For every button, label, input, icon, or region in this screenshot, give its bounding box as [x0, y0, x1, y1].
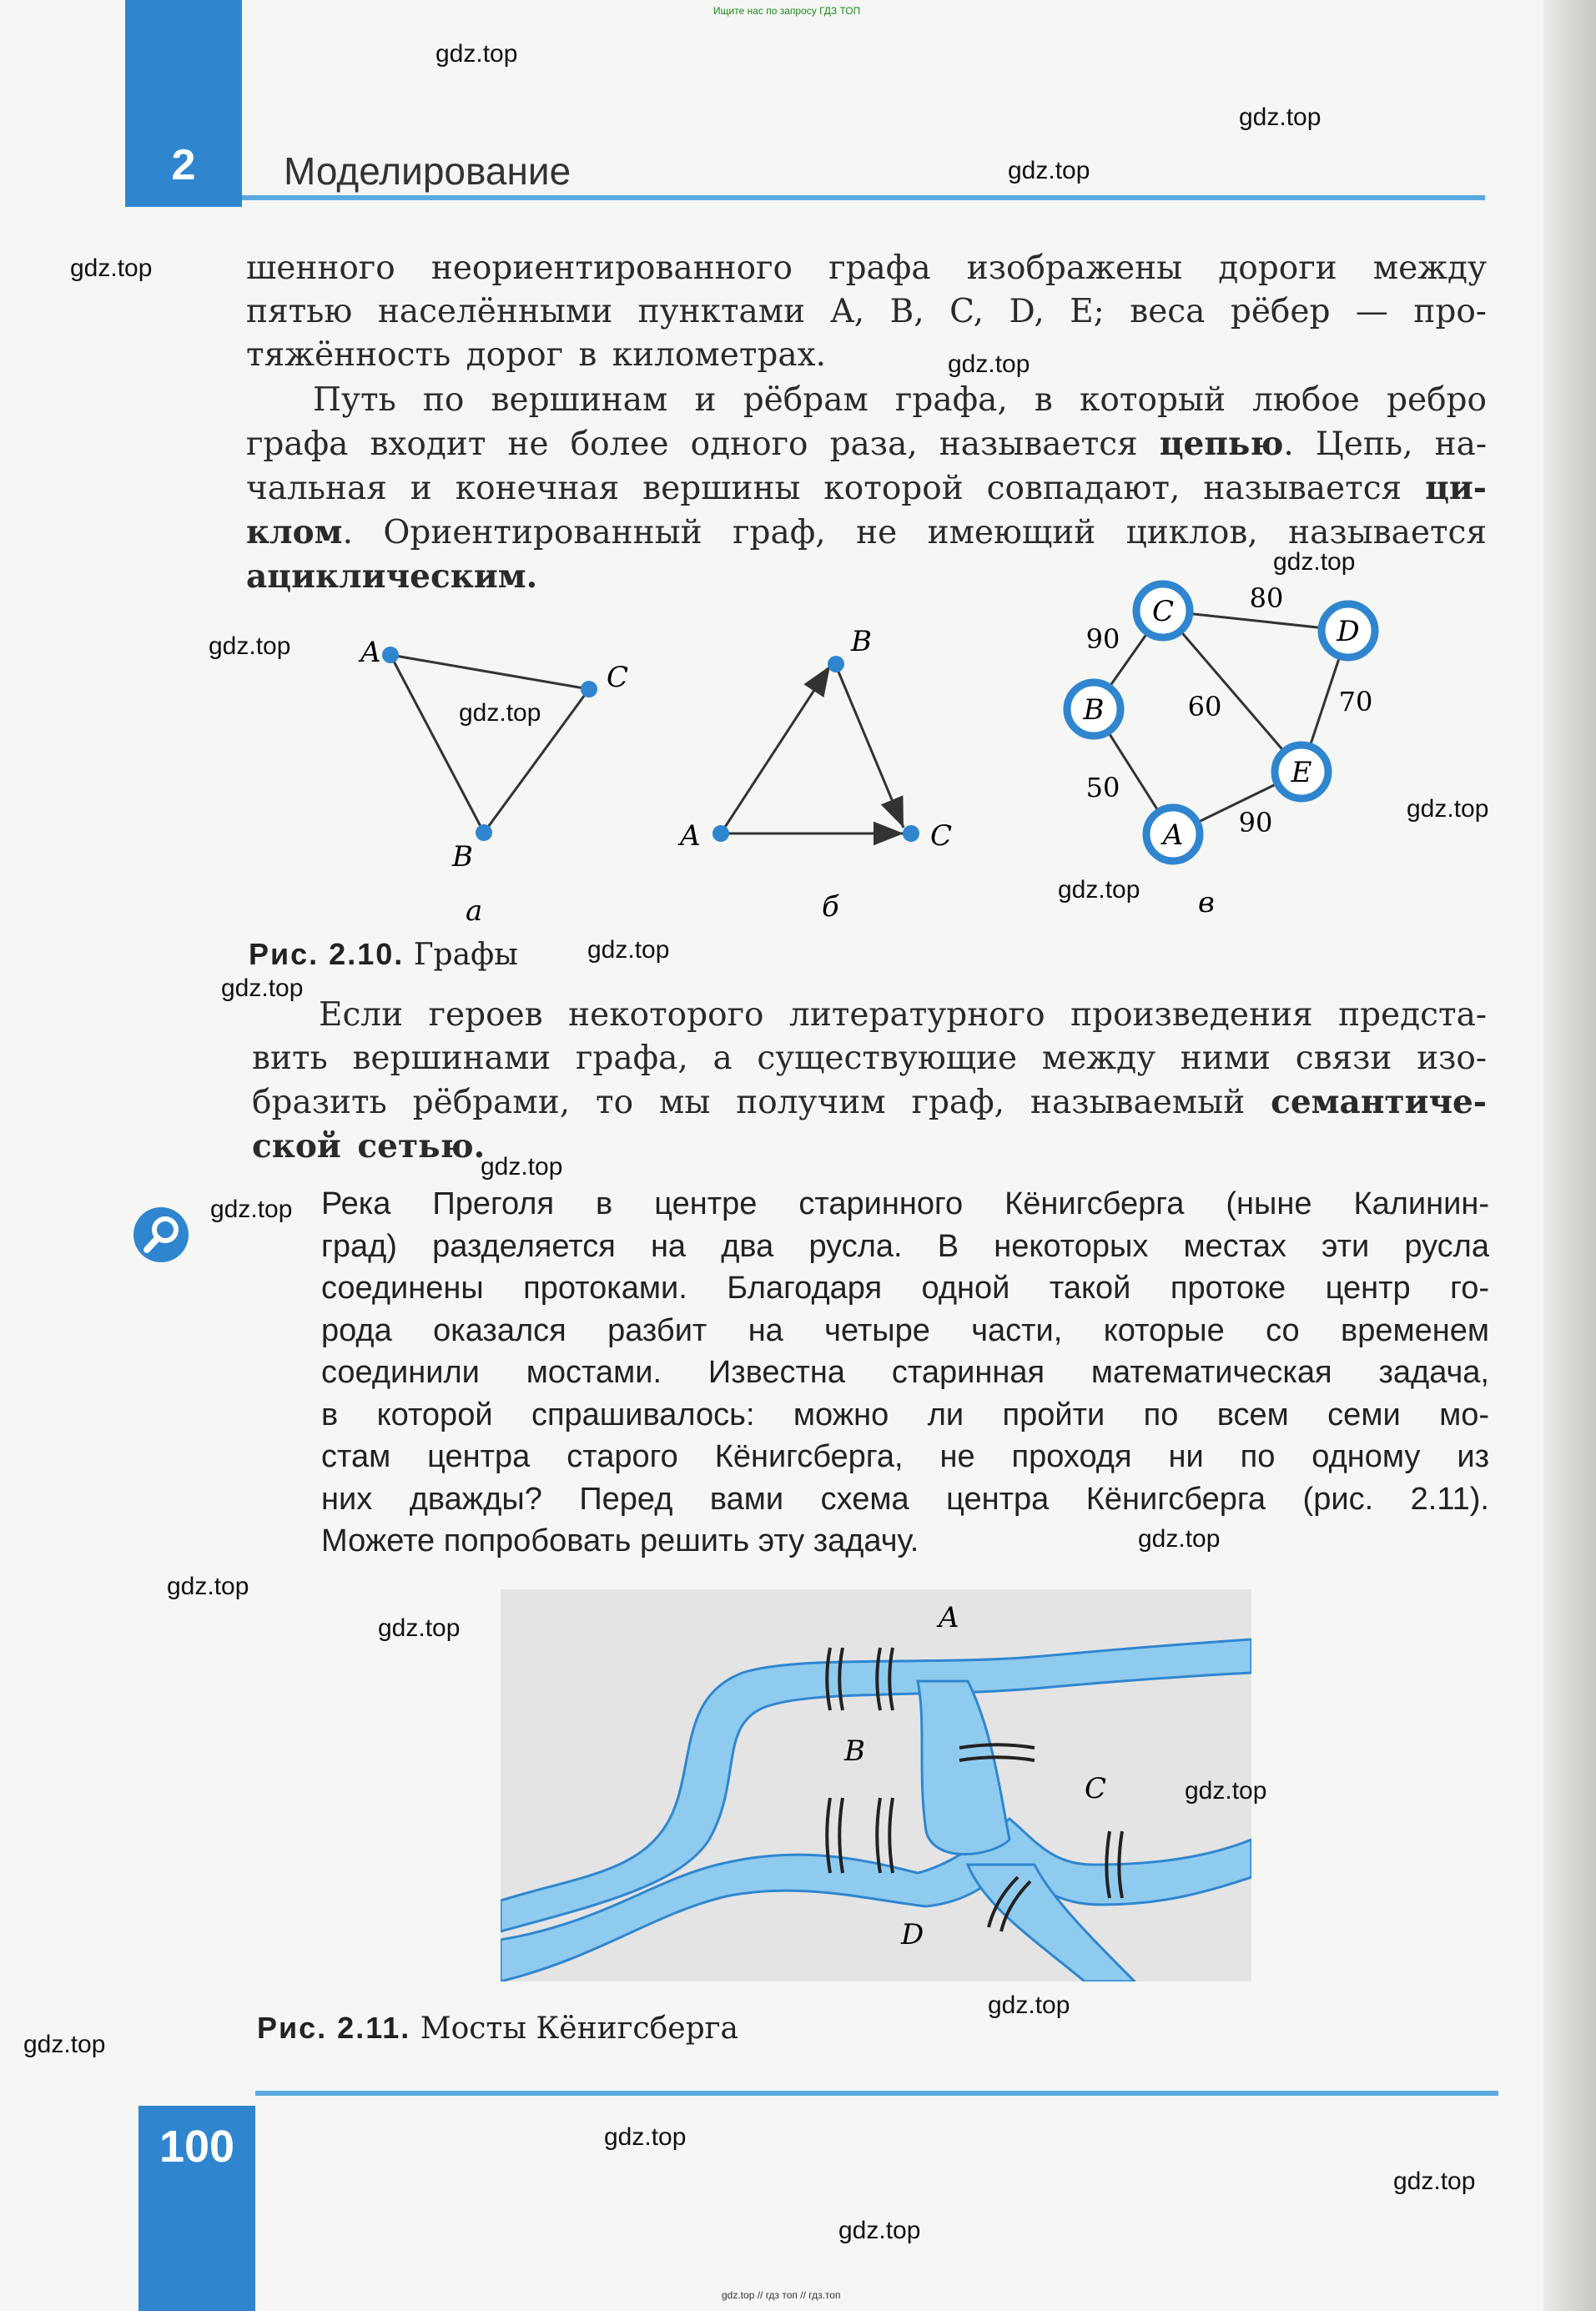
- chapter-number: 2: [171, 141, 196, 189]
- figure-caption-2-10: [249, 937, 518, 972]
- watermark: gdz.top: [221, 974, 304, 1002]
- watermark: gdz.top: [988, 1991, 1070, 2019]
- edge-weight: 50: [1085, 772, 1120, 803]
- node-label: D: [1337, 615, 1360, 648]
- watermark: gdz.top: [1185, 1777, 1267, 1805]
- watermark: gdz.top: [436, 40, 518, 68]
- chapter-title: Моделирование: [284, 149, 571, 193]
- watermark: gdz.top: [587, 936, 670, 964]
- text-line: тяжённость дорог в километрах.: [246, 336, 826, 374]
- node-c: [1136, 584, 1190, 637]
- paragraph-konigsberg: [321, 1183, 1489, 1563]
- watermark: gdz.top: [1407, 795, 1489, 823]
- edge-weight: 90: [1238, 807, 1273, 838]
- subfigure-label-b: б: [822, 890, 839, 924]
- watermark: gdz.top: [1239, 103, 1322, 131]
- region-label: C: [1085, 1772, 1107, 1805]
- node-d: [1322, 604, 1375, 657]
- region-label: A: [939, 1601, 959, 1634]
- magnifier-icon: [133, 1207, 189, 1262]
- paragraph-semantic-network: [252, 994, 1487, 1169]
- node-c: [581, 681, 597, 697]
- edge-weight: 80: [1249, 582, 1284, 614]
- text-line: [252, 1080, 1487, 1125]
- figure-caption-2-11: [257, 2011, 738, 2046]
- node-b: [1067, 682, 1120, 736]
- graph-a: [358, 636, 628, 928]
- figure-konigsberg-map: [501, 1589, 1251, 1981]
- text-line: рода оказался разбит на четыре части, которые со временем: [321, 1312, 1489, 1348]
- top-note: Ищите нас по запросу ГДЗ ТОП: [713, 5, 861, 17]
- graph-v: [1067, 582, 1375, 919]
- node-label: A: [680, 819, 701, 853]
- node-label: B: [1083, 693, 1105, 727]
- caption-text: Мосты Кёнигсберга: [420, 2011, 738, 2046]
- edge-weight: 90: [1085, 623, 1120, 655]
- watermark: gdz.top: [23, 2031, 106, 2058]
- text-span: . Ориентированный граф, не имеющий циклов, называется: [342, 514, 1487, 551]
- paragraph-graph-roads: [246, 247, 1487, 377]
- text-line: Можете попробовать решить эту задачу.: [321, 1523, 919, 1558]
- node-label: C: [607, 661, 629, 694]
- term-acyclic: ациклическим.: [246, 557, 538, 596]
- node-label: A: [360, 636, 381, 669]
- watermark: gdz.top: [459, 699, 541, 727]
- watermark: gdz.top: [1393, 2168, 1476, 2195]
- text-line: пятью населёнными пунктами A, B, C, D, E; веса рёбер — про-: [246, 293, 1487, 330]
- subfigure-label-v: в: [1198, 886, 1215, 919]
- watermark: gdz.top: [378, 1614, 461, 1642]
- node-label: A: [1162, 818, 1184, 852]
- term-chain: цепью: [1159, 425, 1284, 463]
- watermark: gdz.top: [838, 2217, 921, 2244]
- text-line: град) разделяется на два русла. В некоторых местах эти русла: [321, 1228, 1489, 1264]
- text-line: соединены протоками. Благодаря одной такой протоке центр го-: [321, 1271, 1489, 1306]
- text-span: чальная и конечная вершины которой совпадают, называется: [246, 470, 1426, 507]
- watermark: gdz.top: [167, 1573, 249, 1600]
- node-label: C: [1151, 595, 1175, 628]
- text-line: Если героев некоторого литературного произведения предста-: [319, 996, 1487, 1034]
- watermark: gdz.top: [1008, 157, 1090, 184]
- text-line: [252, 1125, 1487, 1169]
- text-span: графа входит не более одного раза, называется: [246, 425, 1160, 463]
- text-line: них дважды? Перед вами схема центра Кёнигсберга (рис. 2.11).: [321, 1481, 1489, 1517]
- node-a: [382, 647, 399, 663]
- region-label: B: [844, 1735, 865, 1768]
- node-e: [1275, 745, 1328, 798]
- edge-weight: 70: [1338, 686, 1373, 717]
- node-a: [712, 825, 729, 842]
- caption-label: Рис. 2.11.: [257, 2011, 411, 2045]
- watermark: gdz.top: [1273, 548, 1356, 576]
- text-line: [246, 422, 1487, 466]
- watermark: gdz.top: [948, 350, 1030, 378]
- node-b: [476, 824, 492, 841]
- text-line: Путь по вершинам и рёбрам графа, в который любое ребро: [313, 381, 1487, 419]
- watermark: gdz.top: [1058, 876, 1140, 904]
- header-rule: [242, 195, 1485, 200]
- watermark: gdz.top: [209, 632, 291, 660]
- figure-graphs: [317, 567, 1427, 934]
- term-semantic-end: ской сетью.: [252, 1127, 486, 1166]
- text-line: Река Преголя в центре старинного Кёнигсберга (ныне Калинин-: [321, 1186, 1489, 1221]
- node-c: [903, 825, 919, 842]
- text-span: . Цепь, на-: [1283, 425, 1487, 463]
- text-line: вить вершинами графа, а существующие между ними связи изо-: [252, 1040, 1487, 1077]
- text-line: стам центра старого Кёнигсберга, не проходя ни по одному из: [321, 1439, 1489, 1474]
- watermark: gdz.top: [210, 1196, 293, 1223]
- text-line: в которой спрашивалось: можно ли пройти по всем семи мо-: [321, 1397, 1489, 1432]
- node-a: [1146, 808, 1200, 861]
- watermark: gdz.top: [70, 254, 153, 282]
- node-label: E: [1291, 756, 1312, 789]
- node-label: C: [930, 819, 953, 853]
- caption-label: Рис. 2.10.: [249, 937, 405, 971]
- node-label: B: [851, 625, 872, 658]
- subfigure-label-a: а: [466, 894, 483, 928]
- node-label: B: [452, 840, 473, 874]
- region-label: D: [901, 1918, 924, 1951]
- footer-rule: [255, 2091, 1498, 2096]
- watermark: gdz.top: [1138, 1525, 1221, 1553]
- node-b: [828, 656, 844, 672]
- text-line: [246, 466, 1487, 511]
- page-number: 100: [159, 2122, 235, 2172]
- text-line: соединили мостами. Известна старинная математическая задача,: [321, 1355, 1489, 1390]
- text-span: бразить рёбрами, то мы получим граф, называемый: [252, 1084, 1271, 1121]
- page-edge-shadow: [1543, 0, 1596, 2311]
- bottom-note: gdz.top // гдз топ // гдз.топ: [722, 2289, 841, 2301]
- text-line: шенного неориентированного графа изображены дороги между: [246, 249, 1487, 287]
- caption-text: Графы: [413, 938, 518, 972]
- term-semantic: семантиче-: [1271, 1083, 1487, 1121]
- watermark: gdz.top: [481, 1153, 563, 1181]
- edge-weight: 60: [1187, 691, 1222, 723]
- term-cycle-end: клом: [246, 513, 343, 551]
- graph-b: [677, 625, 952, 924]
- term-cycle-part: ци-: [1425, 469, 1487, 507]
- watermark: gdz.top: [604, 2123, 687, 2151]
